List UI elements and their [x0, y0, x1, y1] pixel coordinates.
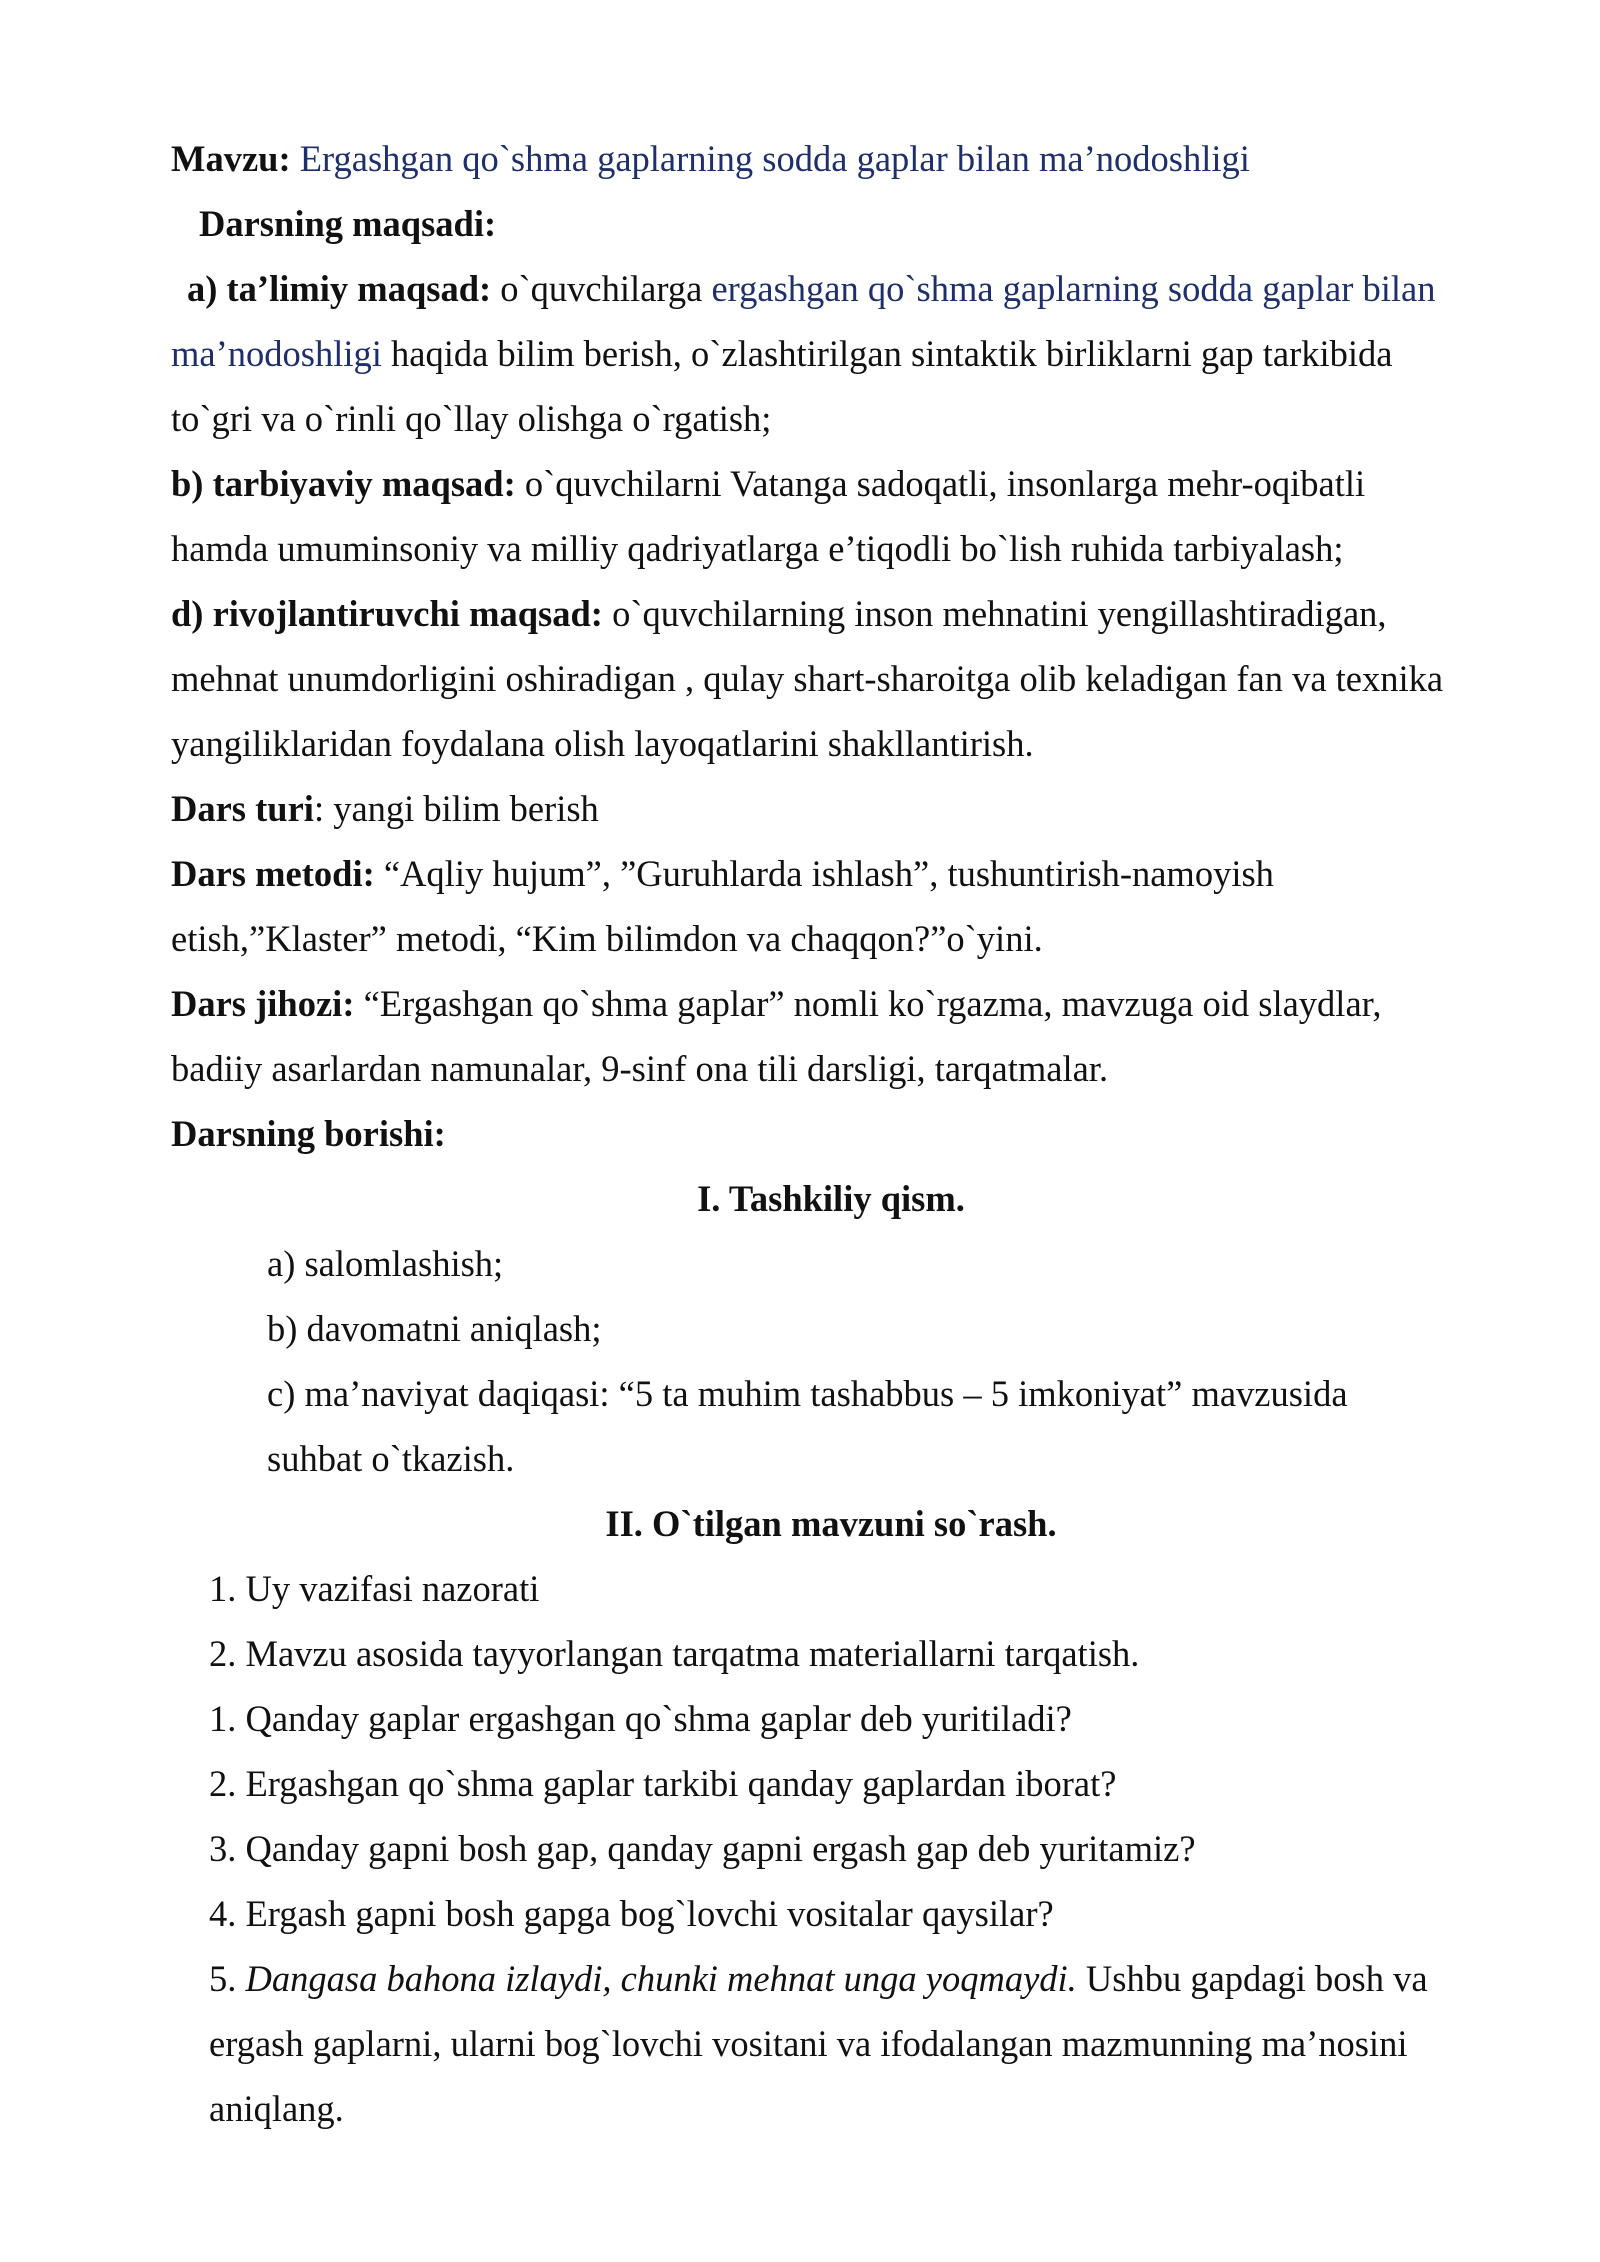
goal-b-line-1	[171, 451, 1491, 516]
section-1-item: a) salomlashish;	[267, 1243, 504, 1284]
lesson-equipment-line-1	[171, 971, 1491, 1036]
lesson-method-line-2	[171, 906, 1491, 971]
section-2-item: 2. Mavzu asosida tayyorlangan tarqatma materiallarni tarqatish.	[209, 1633, 1140, 1674]
section-2-question-5-line-2	[171, 2011, 1491, 2076]
topic-line	[171, 126, 1491, 191]
document-body	[171, 126, 1491, 2141]
question-5-text-1: Ushbu gapdagi bosh va	[1076, 1958, 1428, 1999]
lesson-method-label: Dars metodi:	[171, 853, 375, 894]
section-2-question-5-line-3	[171, 2076, 1491, 2141]
goal-a-text-2: haqida bilim berish, o`zlashtirilgan sintaktik birliklarni gap tarkibida	[381, 333, 1393, 374]
question-5-text-2: ergash gaplarni, ularni bog`lovchi vositani va ifodalangan mazmunning ma’nosini	[209, 2023, 1408, 2064]
section-2-item: 2. Ergashgan qo`shma gaplar tarkibi qanday gaplardan iborat?	[209, 1763, 1117, 1804]
lesson-progress-heading	[171, 1101, 1491, 1166]
goal-d-label: d) rivojlantiruvchi maqsad:	[171, 593, 603, 634]
lesson-type-line	[171, 776, 1491, 841]
goal-d-text-3: yangiliklaridan foydalana olish layoqatlarini shakllantirish.	[171, 723, 1034, 764]
lesson-type-label: Dars turi	[171, 788, 314, 829]
question-5-number: 5.	[209, 1958, 246, 1999]
lesson-equipment-line-2	[171, 1036, 1491, 1101]
goal-a-label: a) ta’limiy maqsad:	[187, 268, 492, 309]
question-5-example: Dangasa bahona izlaydi, chunki mehnat unga yoqmaydi.	[245, 1958, 1077, 1999]
lesson-method-line-1	[171, 841, 1491, 906]
topic-label: Mavzu:	[171, 138, 291, 179]
section-1-title: I. Tashkiliy qism.	[697, 1178, 965, 1219]
goal-b-line-2	[171, 516, 1491, 581]
goal-d-text-2: mehnat unumdorligini oshiradigan , qulay shart-sharoitga olib keladigan fan va texnika	[171, 658, 1444, 699]
goal-a-blue-2: ma’nodoshligi	[171, 333, 382, 374]
goal-a-line-2	[171, 321, 1491, 386]
goal-b-label: b) tarbiyaviy maqsad:	[171, 463, 516, 504]
lesson-equipment-text-2: badiiy asarlardan namunalar, 9-sinf ona tili darsligi, tarqatmalar.	[171, 1048, 1109, 1089]
goal-b-text-2: hamda umuminsoniy va milliy qadriyatlarga e’tiqodli bo`lish ruhida tarbiyalash;	[171, 528, 1344, 569]
section-2-title: II. O`tilgan mavzuni so`rash.	[605, 1503, 1057, 1544]
section-1-item: b) davomatni aniqlash;	[267, 1308, 602, 1349]
section-2-item: 1. Uy vazifasi nazorati	[209, 1568, 540, 1609]
goal-a-text-3: to`gri va o`rinli qo`llay olishga o`rgatish;	[171, 398, 772, 439]
lesson-method-text-1: “Aqliy hujum”, ”Guruhlarda ishlash”, tushuntirish-namoyish	[374, 853, 1274, 894]
goal-a-line-3	[171, 386, 1491, 451]
goal-a-text-1: o`quvchilarga	[491, 268, 712, 309]
goal-a-line-1	[171, 256, 1491, 321]
goal-a-blue-1: ergashgan qo`shma gaplarning sodda gaplar bilan	[711, 268, 1436, 309]
goal-d-line-3	[171, 711, 1491, 776]
topic-text: Ergashgan qo`shma gaplarning sodda gaplar bilan ma’nodoshligi	[299, 138, 1250, 179]
lesson-method-text-2: etish,”Klaster” metodi, “Kim bilimdon va chaqqon?”o`yini.	[171, 918, 1043, 959]
section-2-item: 1. Qanday gaplar ergashgan qo`shma gaplar deb yuritiladi?	[209, 1698, 1072, 1739]
goals-heading-text: Darsning maqsadi:	[199, 203, 497, 244]
section-2-item: 4. Ergash gapni bosh gapga bog`lovchi vositalar qaysilar?	[209, 1893, 1054, 1934]
lesson-equipment-text-1: “Ergashgan qo`shma gaplar” nomli ko`rgazma, mavzuga oid slaydlar,	[354, 983, 1382, 1024]
lesson-equipment-label: Dars jihozi:	[171, 983, 355, 1024]
question-5-text-3: aniqlang.	[209, 2088, 344, 2129]
goal-b-text-1: o`quvchilarni Vatanga sadoqatli, insonlarga mehr-oqibatli	[515, 463, 1366, 504]
section-2-question-5-line-1	[171, 1946, 1491, 2011]
section-1-item: c) ma’naviyat daqiqasi: “5 ta muhim tashabbus – 5 imkoniyat” mavzusida	[267, 1373, 1348, 1414]
lesson-progress-label: Darsning borishi:	[171, 1113, 446, 1154]
goal-d-line-2	[171, 646, 1491, 711]
lesson-type-text: : yangi bilim berish	[313, 788, 599, 829]
goals-heading	[171, 191, 1491, 256]
section-1-item: suhbat o`tkazish.	[267, 1438, 515, 1479]
section-2-item: 3. Qanday gapni bosh gap, qanday gapni ergash gap deb yuritamiz?	[209, 1828, 1196, 1869]
goal-d-text-1: o`quvchilarning inson mehnatini yengillashtiradigan,	[602, 593, 1387, 634]
goal-d-line-1	[171, 581, 1491, 646]
